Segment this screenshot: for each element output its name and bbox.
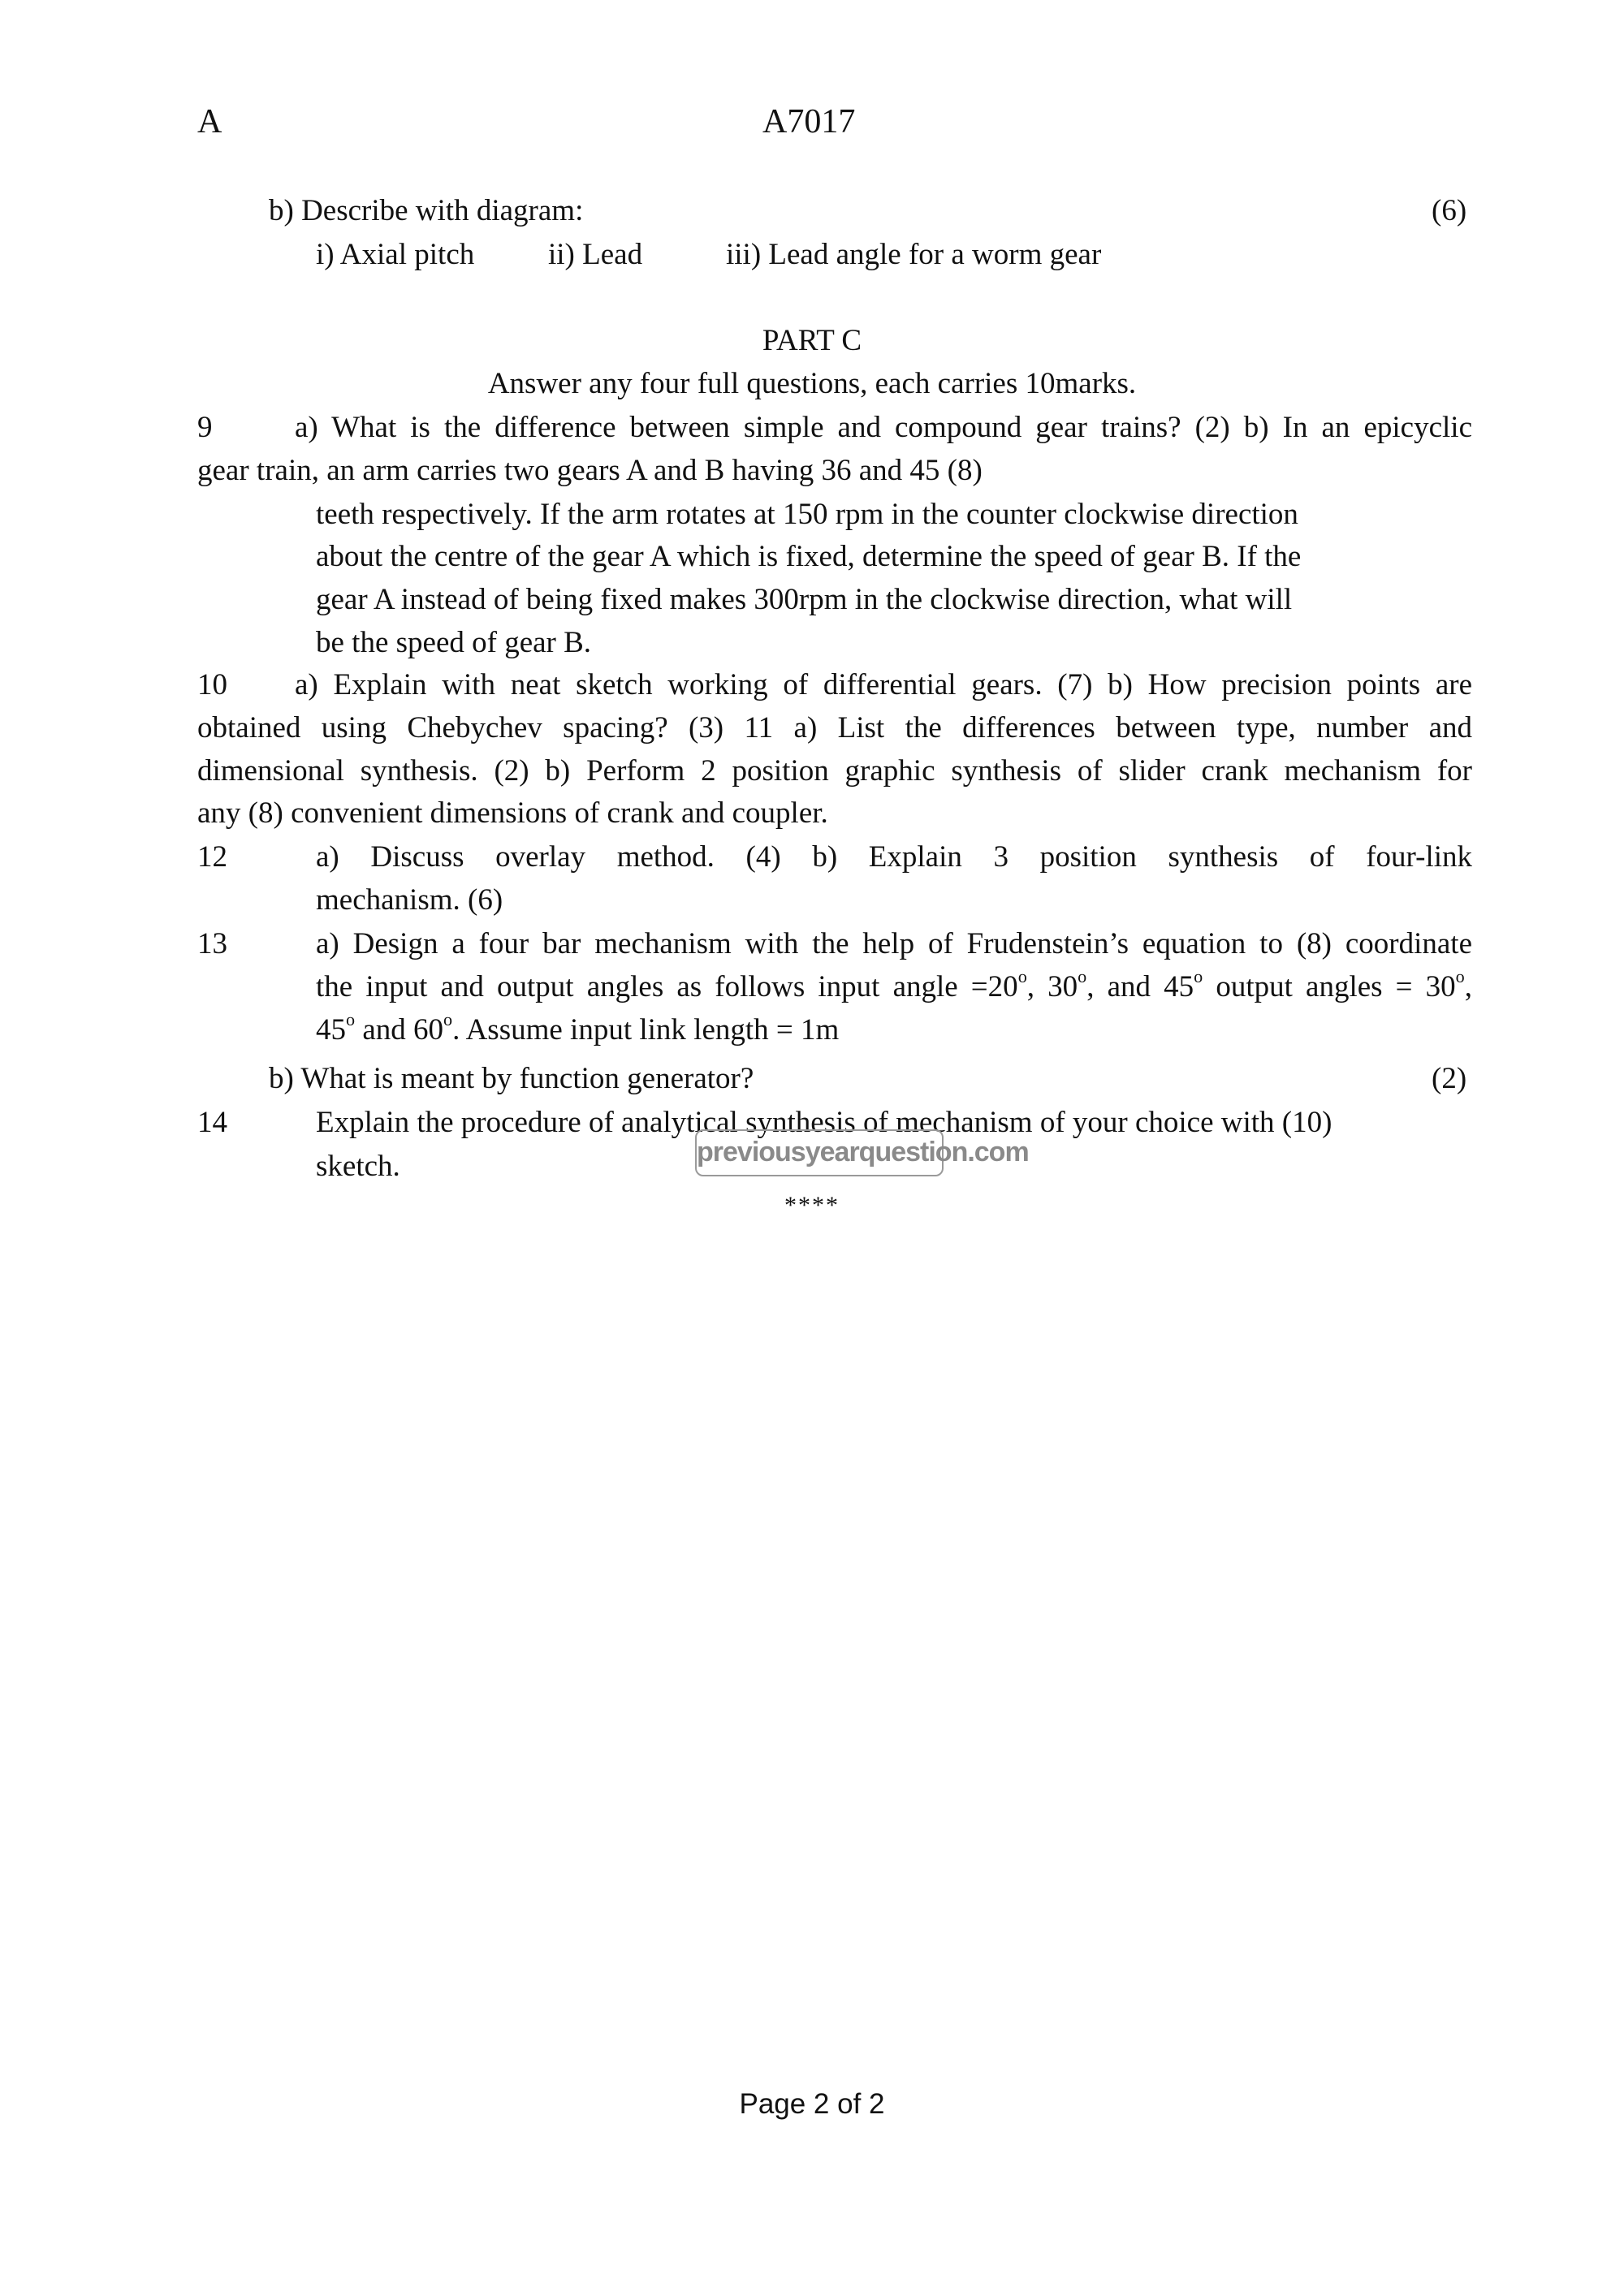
- exam-series-letter: A: [197, 103, 222, 140]
- q13-line-1: a) Design a four bar mechanism with the help of Frudenstein’s equation to (8) coordinate: [316, 927, 1472, 960]
- part-c-instruction: Answer any four full questions, each carries 10marks.: [487, 367, 1137, 400]
- page-number: Page 2 of 2: [739, 2088, 885, 2120]
- q10-line-4: any (8) convenient dimensions of crank and coupler.: [197, 796, 828, 830]
- q8b-item-ii: ii) Lead: [548, 238, 643, 271]
- degree-sign: o: [1017, 966, 1027, 987]
- q13b-text: b) What is meant by function generator?: [269, 1062, 754, 1095]
- q12-line-1: a) Discuss overlay method. (4) b) Explain 3 position synthesis of four-link: [316, 840, 1472, 874]
- q13-line-3-part-b: and 60: [355, 1013, 444, 1047]
- end-of-paper-mark: ****: [784, 1192, 840, 1219]
- q14-line-2: sketch.: [316, 1150, 400, 1183]
- q13-number: 13: [197, 927, 227, 960]
- q13-line-2-part-a: the input and output angles as follows input angle =20: [316, 970, 1018, 1003]
- q14-number: 14: [197, 1106, 227, 1139]
- degree-sign: o: [1194, 966, 1203, 987]
- q9-line-2: gear train, an arm carries two gears A and B having 36 and 45 (8): [197, 454, 983, 487]
- part-c-title: PART C: [762, 324, 862, 357]
- q13-line-3-part-a: 45: [316, 1013, 346, 1047]
- q8b-marks: (6): [1432, 194, 1467, 227]
- q13-line-2-part-c: , and 45: [1086, 970, 1194, 1003]
- q13-line-3: [316, 1008, 839, 1051]
- q12-line-2: mechanism. (6): [316, 883, 503, 917]
- q10-line-2: obtained using Chebychev spacing? (3) 11 a) List the differences between type, number and: [197, 711, 1472, 744]
- q9-line-1: a) What is the difference between simple and compound gear trains? (2) b) In an epicyclic: [295, 411, 1472, 444]
- q13-line-2-part-e: ,: [1464, 970, 1473, 1003]
- q8b-item-i: i) Axial pitch: [316, 238, 475, 271]
- q13-line-3-part-c: . Assume input link length = 1m: [452, 1013, 840, 1047]
- degree-sign: o: [443, 1009, 453, 1030]
- q8b-text: b) Describe with diagram:: [269, 194, 584, 227]
- watermark-text: previousyearquestion.com: [697, 1137, 1029, 1167]
- degree-sign: o: [1455, 966, 1465, 987]
- q13-line-2-part-d: output angles = 30: [1203, 970, 1456, 1003]
- q10-line-1: a) Explain with neat sketch working of differential gears. (7) b) How precision points are: [295, 668, 1472, 701]
- q9-number: 9: [197, 411, 213, 444]
- q9-line-6: be the speed of gear B.: [316, 626, 592, 659]
- q9-line-4: about the centre of the gear A which is fixed, determine the speed of gear B. If the: [316, 540, 1302, 573]
- degree-sign: o: [1078, 966, 1087, 987]
- q8b-item-iii: iii) Lead angle for a worm gear: [726, 238, 1102, 271]
- q12-number: 12: [197, 840, 227, 874]
- watermark-stamp: [695, 1129, 1029, 1176]
- q9-line-3: teeth respectively. If the arm rotates at 150 rpm in the counter clockwise direction: [316, 498, 1298, 531]
- q13-line-2-part-b: , 30: [1026, 970, 1078, 1003]
- degree-sign: o: [346, 1009, 356, 1030]
- q13b-marks: (2): [1432, 1062, 1467, 1095]
- q14-line-1: Explain the procedure of analytical synthesis of mechanism of your choice with (10): [316, 1106, 1332, 1139]
- q10-number: 10: [197, 668, 227, 701]
- q9-line-5: gear A instead of being fixed makes 300rpm in the clockwise direction, what will: [316, 583, 1293, 616]
- q13-line-2: [316, 965, 1472, 1008]
- exam-code: A7017: [762, 103, 856, 140]
- q10-line-3: dimensional synthesis. (2) b) Perform 2 position graphic synthesis of slider crank mechanism for: [197, 754, 1472, 788]
